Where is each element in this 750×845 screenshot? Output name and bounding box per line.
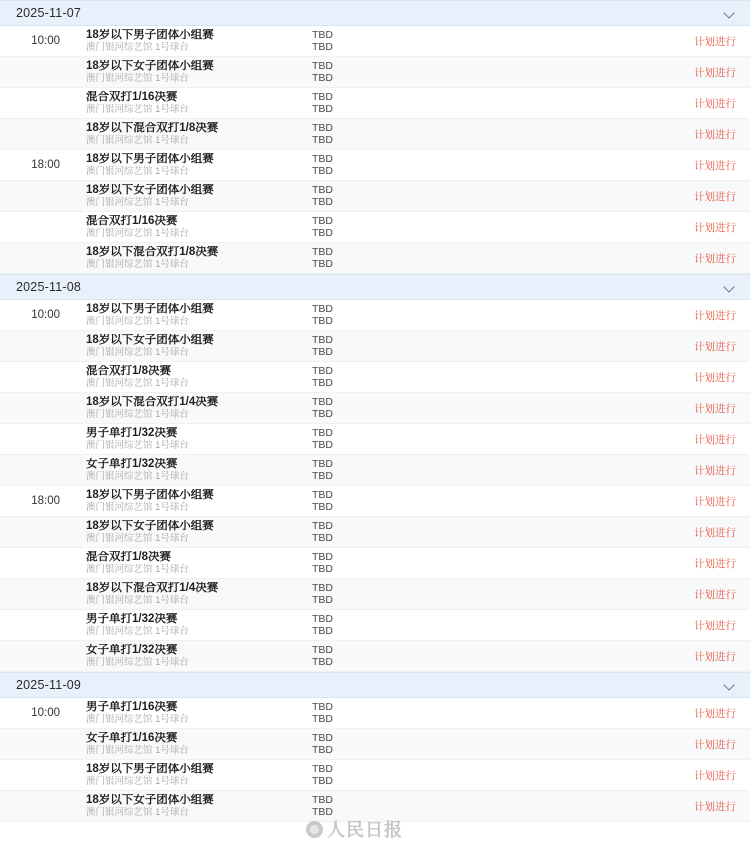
match-venue: 澳门银河综艺馆 1号球台 — [86, 346, 189, 358]
day-header[interactable] — [0, 274, 750, 300]
match-event-cell — [72, 396, 312, 421]
match-event-cell — [72, 701, 312, 726]
match-event-cell — [72, 427, 312, 452]
match-teams-cell — [312, 458, 640, 483]
team-two: TBD — [312, 744, 333, 756]
match-event-name: 18岁以下女子团体小组赛 — [86, 183, 214, 196]
match-event-cell — [72, 29, 312, 54]
team-one: TBD — [312, 214, 333, 227]
status-badge: 计划进行 — [694, 309, 736, 322]
table-row[interactable] — [0, 119, 750, 150]
match-event-name: 女子单打1/32决赛 — [86, 457, 178, 470]
watermark-text: 人民日报 — [327, 820, 403, 840]
match-event-name: 女子单打1/32决赛 — [86, 643, 178, 656]
team-two: TBD — [312, 594, 333, 606]
status-badge: 计划进行 — [694, 464, 736, 477]
team-two: TBD — [312, 227, 333, 239]
match-event-cell — [72, 613, 312, 638]
match-event-cell — [72, 732, 312, 757]
status-badge: 计划进行 — [694, 221, 736, 234]
match-event-cell — [72, 763, 312, 788]
match-time: 10:00 — [31, 707, 60, 719]
team-two: TBD — [312, 258, 333, 270]
status-badge: 计划进行 — [694, 159, 736, 172]
team-one: TBD — [312, 762, 333, 775]
team-one: TBD — [312, 731, 333, 744]
team-one: TBD — [312, 333, 333, 346]
match-venue: 澳门银河综艺馆 1号球台 — [86, 501, 189, 513]
match-event-name: 混合双打1/8决赛 — [86, 364, 171, 377]
table-row[interactable] — [0, 243, 750, 274]
match-teams-cell — [312, 613, 640, 638]
match-venue: 澳门银河综艺馆 1号球台 — [86, 563, 189, 575]
table-row[interactable] — [0, 579, 750, 610]
status-badge: 计划进行 — [694, 588, 736, 601]
team-one: TBD — [312, 152, 333, 165]
match-teams-cell — [312, 365, 640, 390]
team-one: TBD — [312, 28, 333, 41]
match-event-name: 18岁以下女子团体小组赛 — [86, 793, 214, 806]
team-two: TBD — [312, 196, 333, 208]
match-event-name: 18岁以下女子团体小组赛 — [86, 333, 214, 346]
day-date-label: 2025-11-09 — [16, 678, 82, 692]
chevron-down-icon[interactable] — [724, 281, 736, 293]
table-row[interactable] — [0, 486, 750, 517]
team-two: TBD — [312, 165, 333, 177]
team-two: TBD — [312, 439, 333, 451]
team-two: TBD — [312, 625, 333, 637]
team-one: TBD — [312, 581, 333, 594]
table-row[interactable] — [0, 331, 750, 362]
team-two: TBD — [312, 103, 333, 115]
match-teams-cell — [312, 582, 640, 607]
match-event-cell — [72, 303, 312, 328]
match-event-name: 18岁以下混合双打1/8决赛 — [86, 121, 219, 134]
match-event-name: 混合双打1/16决赛 — [86, 214, 178, 227]
team-two: TBD — [312, 501, 333, 513]
day-header[interactable] — [0, 672, 750, 698]
match-venue: 澳门银河综艺馆 1号球台 — [86, 656, 189, 668]
match-event-cell — [72, 458, 312, 483]
match-teams-cell — [312, 551, 640, 576]
match-event-name: 18岁以下混合双打1/4决赛 — [86, 581, 219, 594]
match-venue: 澳门银河综艺馆 1号球台 — [86, 72, 189, 84]
status-badge: 计划进行 — [694, 433, 736, 446]
match-event-cell — [72, 551, 312, 576]
match-venue: 澳门银河综艺馆 1号球台 — [86, 103, 189, 115]
status-badge: 计划进行 — [694, 371, 736, 384]
team-one: TBD — [312, 426, 333, 439]
match-venue: 澳门银河综艺馆 1号球台 — [86, 196, 189, 208]
status-badge: 计划进行 — [694, 526, 736, 539]
match-venue: 澳门银河综艺馆 1号球台 — [86, 775, 189, 787]
match-teams-cell — [312, 427, 640, 452]
team-one: TBD — [312, 793, 333, 806]
match-event-name: 18岁以下男子团体小组赛 — [86, 488, 214, 501]
match-venue: 澳门银河综艺馆 1号球台 — [86, 439, 189, 451]
status-badge: 计划进行 — [694, 769, 736, 782]
day-header[interactable] — [0, 0, 750, 26]
match-venue: 澳门银河综艺馆 1号球台 — [86, 594, 189, 606]
table-row[interactable] — [0, 760, 750, 791]
chevron-down-icon[interactable] — [724, 7, 736, 19]
match-teams-cell — [312, 794, 640, 819]
status-badge: 计划进行 — [694, 190, 736, 203]
status-badge: 计划进行 — [694, 800, 736, 813]
match-event-name: 18岁以下女子团体小组赛 — [86, 519, 214, 532]
match-teams-cell — [312, 732, 640, 757]
chevron-down-icon[interactable] — [724, 679, 736, 691]
match-venue: 澳门银河综艺馆 1号球台 — [86, 532, 189, 544]
watermark-logo-icon — [306, 821, 323, 838]
team-two: TBD — [312, 72, 333, 84]
team-one: TBD — [312, 488, 333, 501]
match-time: 18:00 — [31, 495, 60, 507]
match-teams-cell — [312, 489, 640, 514]
table-row[interactable] — [0, 698, 750, 729]
match-event-name: 混合双打1/8决赛 — [86, 550, 171, 563]
match-venue: 澳门银河综艺馆 1号球台 — [86, 470, 189, 482]
team-one: TBD — [312, 612, 333, 625]
table-row[interactable] — [0, 362, 750, 393]
match-teams-cell — [312, 763, 640, 788]
match-venue: 澳门银河综艺馆 1号球台 — [86, 41, 189, 53]
status-badge: 计划进行 — [694, 128, 736, 141]
status-badge: 计划进行 — [694, 340, 736, 353]
team-one: TBD — [312, 457, 333, 470]
table-row[interactable] — [0, 300, 750, 331]
table-row[interactable] — [0, 610, 750, 641]
table-row[interactable] — [0, 548, 750, 579]
table-row[interactable] — [0, 181, 750, 212]
match-venue: 澳门银河综艺馆 1号球台 — [86, 408, 189, 420]
match-teams-cell — [312, 91, 640, 116]
match-event-name: 18岁以下男子团体小组赛 — [86, 762, 214, 775]
match-event-cell — [72, 60, 312, 85]
match-venue: 澳门银河综艺馆 1号球台 — [86, 806, 189, 818]
table-row[interactable] — [0, 455, 750, 486]
table-row[interactable] — [0, 729, 750, 760]
match-event-cell — [72, 91, 312, 116]
status-badge: 计划进行 — [694, 97, 736, 110]
status-badge: 计划进行 — [694, 66, 736, 79]
team-one: TBD — [312, 245, 333, 258]
match-teams-cell — [312, 153, 640, 178]
team-two: TBD — [312, 134, 333, 146]
match-event-cell — [72, 794, 312, 819]
match-venue: 澳门银河综艺馆 1号球台 — [86, 227, 189, 239]
team-two: TBD — [312, 775, 333, 787]
team-two: TBD — [312, 470, 333, 482]
match-event-name: 男子单打1/16决赛 — [86, 700, 178, 713]
match-time: 10:00 — [31, 309, 60, 321]
match-time: 18:00 — [31, 159, 60, 171]
day-date-label: 2025-11-07 — [16, 6, 82, 20]
table-row[interactable] — [0, 517, 750, 548]
match-venue: 澳门银河综艺馆 1号球台 — [86, 315, 189, 327]
match-event-name: 18岁以下男子团体小组赛 — [86, 152, 214, 165]
match-event-cell — [72, 122, 312, 147]
match-event-name: 女子单打1/16决赛 — [86, 731, 178, 744]
table-row[interactable] — [0, 88, 750, 119]
team-one: TBD — [312, 183, 333, 196]
match-event-name: 18岁以下女子团体小组赛 — [86, 59, 214, 72]
match-event-cell — [72, 153, 312, 178]
team-two: TBD — [312, 532, 333, 544]
team-two: TBD — [312, 377, 333, 389]
team-two: TBD — [312, 713, 333, 725]
table-row[interactable] — [0, 424, 750, 455]
day-date-label: 2025-11-08 — [16, 280, 82, 294]
team-two: TBD — [312, 346, 333, 358]
match-event-cell — [72, 365, 312, 390]
match-event-cell — [72, 334, 312, 359]
match-venue: 澳门银河综艺馆 1号球台 — [86, 625, 189, 637]
match-event-name: 18岁以下混合双打1/4决赛 — [86, 395, 219, 408]
team-one: TBD — [312, 395, 333, 408]
team-one: TBD — [312, 90, 333, 103]
match-event-cell — [72, 582, 312, 607]
team-one: TBD — [312, 643, 333, 656]
match-teams-cell — [312, 184, 640, 209]
match-event-name: 18岁以下男子团体小组赛 — [86, 302, 214, 315]
match-venue: 澳门银河综艺馆 1号球台 — [86, 134, 189, 146]
match-teams-cell — [312, 60, 640, 85]
match-time: 10:00 — [31, 35, 60, 47]
team-two: TBD — [312, 41, 333, 53]
match-teams-cell — [312, 246, 640, 271]
match-event-cell — [72, 215, 312, 240]
match-teams-cell — [312, 644, 640, 669]
match-teams-cell — [312, 334, 640, 359]
match-event-cell — [72, 184, 312, 209]
match-event-name: 男子单打1/32决赛 — [86, 612, 178, 625]
status-badge: 计划进行 — [694, 252, 736, 265]
team-two: TBD — [312, 806, 333, 818]
team-one: TBD — [312, 302, 333, 315]
status-badge: 计划进行 — [694, 619, 736, 632]
match-event-cell — [72, 246, 312, 271]
team-two: TBD — [312, 408, 333, 420]
table-row[interactable] — [0, 150, 750, 181]
status-badge: 计划进行 — [694, 35, 736, 48]
match-venue: 澳门银河综艺馆 1号球台 — [86, 165, 189, 177]
match-event-name: 混合双打1/16决赛 — [86, 90, 178, 103]
match-event-name: 18岁以下混合双打1/8决赛 — [86, 245, 219, 258]
status-badge: 计划进行 — [694, 495, 736, 508]
match-teams-cell — [312, 29, 640, 54]
match-venue: 澳门银河综艺馆 1号球台 — [86, 713, 189, 725]
match-venue: 澳门银河综艺馆 1号球台 — [86, 744, 189, 756]
team-one: TBD — [312, 364, 333, 377]
team-one: TBD — [312, 550, 333, 563]
status-badge: 计划进行 — [694, 650, 736, 663]
table-row[interactable] — [0, 212, 750, 243]
match-teams-cell — [312, 303, 640, 328]
table-row[interactable] — [0, 791, 750, 822]
team-two: TBD — [312, 656, 333, 668]
match-teams-cell — [312, 520, 640, 545]
team-one: TBD — [312, 519, 333, 532]
match-teams-cell — [312, 215, 640, 240]
table-row[interactable] — [0, 393, 750, 424]
status-badge: 计划进行 — [694, 402, 736, 415]
match-teams-cell — [312, 396, 640, 421]
team-one: TBD — [312, 121, 333, 134]
table-row[interactable] — [0, 57, 750, 88]
table-row[interactable] — [0, 26, 750, 57]
team-two: TBD — [312, 315, 333, 327]
match-event-cell — [72, 644, 312, 669]
team-one: TBD — [312, 700, 333, 713]
match-event-cell — [72, 520, 312, 545]
match-event-name: 18岁以下男子团体小组赛 — [86, 28, 214, 41]
status-badge: 计划进行 — [694, 738, 736, 751]
match-teams-cell — [312, 122, 640, 147]
table-row[interactable] — [0, 641, 750, 672]
match-teams-cell — [312, 701, 640, 726]
team-one: TBD — [312, 59, 333, 72]
match-venue: 澳门银河综艺馆 1号球台 — [86, 377, 189, 389]
match-venue: 澳门银河综艺馆 1号球台 — [86, 258, 189, 270]
match-event-cell — [72, 489, 312, 514]
status-badge: 计划进行 — [694, 707, 736, 720]
team-two: TBD — [312, 563, 333, 575]
status-badge: 计划进行 — [694, 557, 736, 570]
match-event-name: 男子单打1/32决赛 — [86, 426, 178, 439]
